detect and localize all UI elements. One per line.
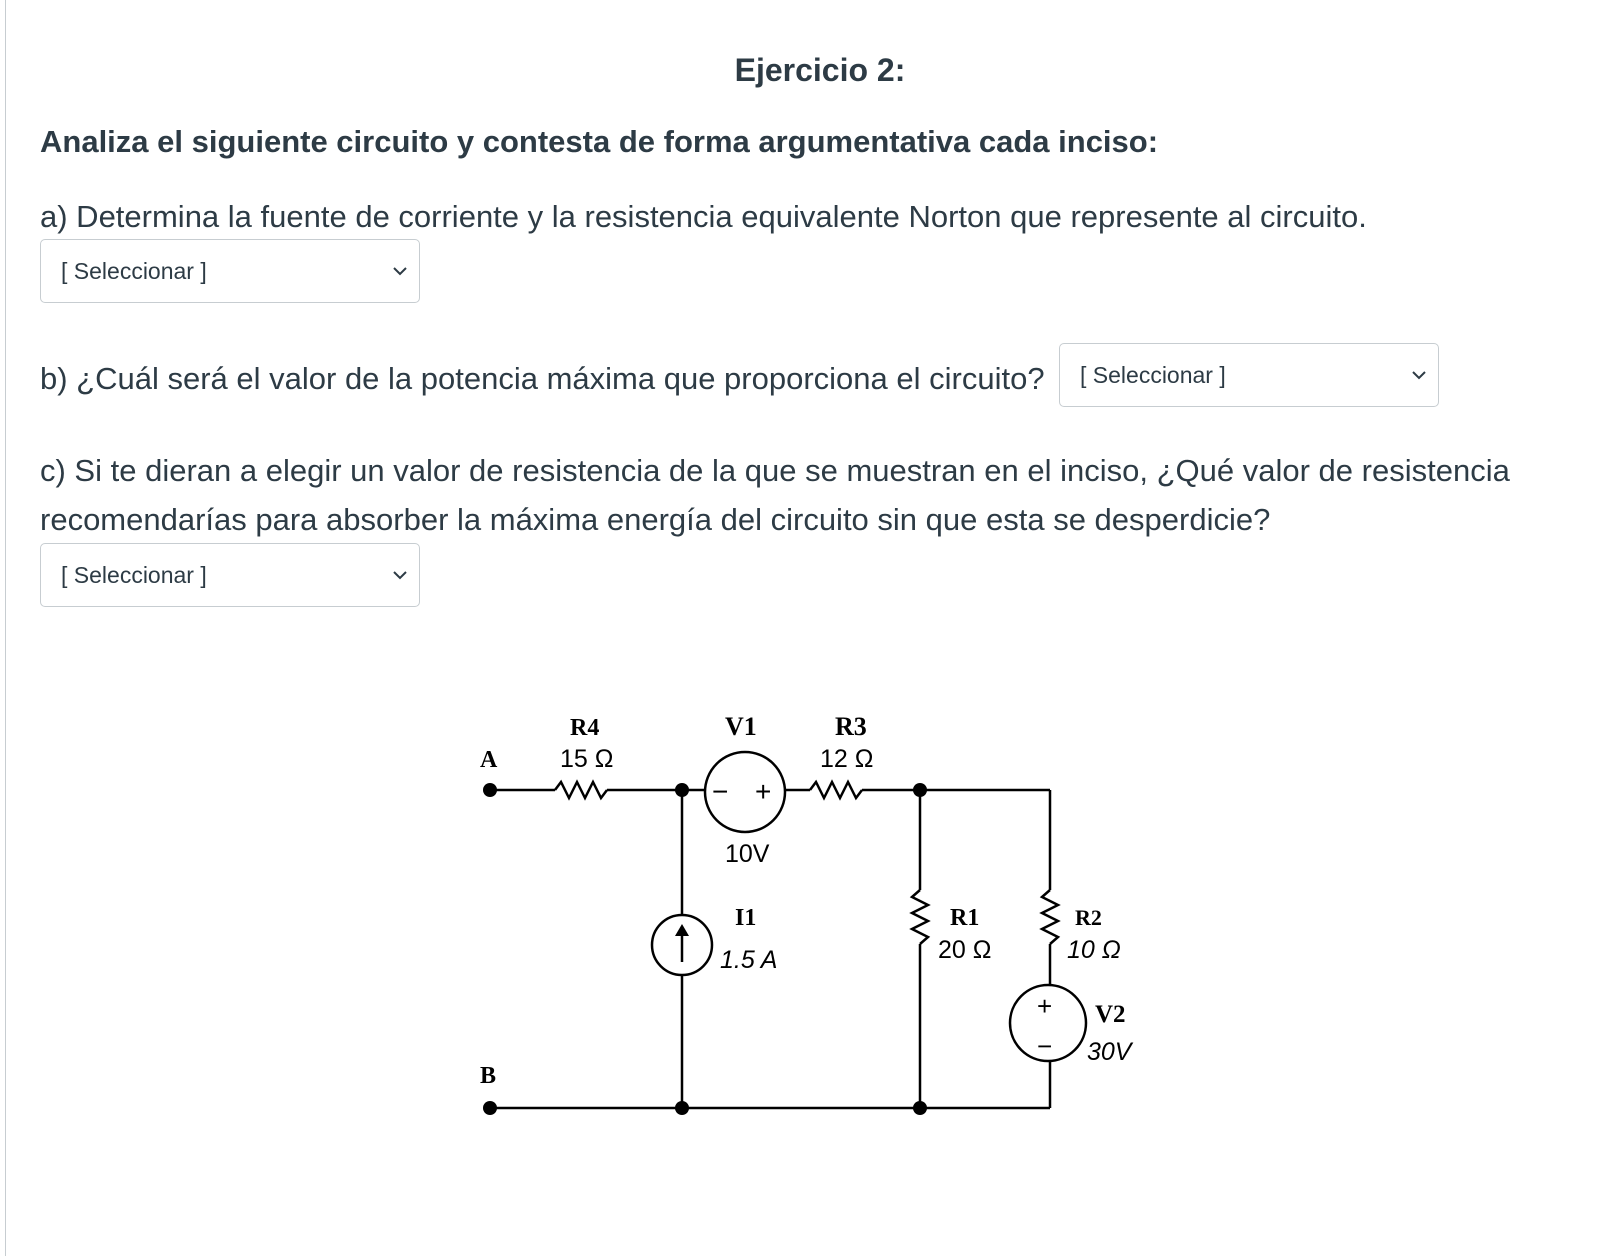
node-a-terminal (483, 783, 497, 797)
question-c-text (40, 446, 1510, 544)
v2-name: V2 (1095, 1001, 1126, 1028)
junction-dot (913, 1101, 927, 1115)
chevron-down-icon (391, 566, 409, 584)
junction-dot (913, 783, 927, 797)
r3-resistor (810, 782, 862, 798)
question-a-select-value: [ Seleccionar ] (61, 258, 207, 284)
r4-name: R4 (570, 715, 600, 741)
v1-neg-sign: − (712, 776, 729, 807)
node-a-label: A (480, 747, 498, 773)
v2-pos-sign: + (1037, 991, 1053, 1021)
circuit-diagram (450, 700, 1150, 1130)
question-c-select-value: [ Seleccionar ] (61, 562, 207, 588)
chevron-down-icon (391, 262, 409, 280)
node-b-terminal (483, 1101, 497, 1115)
r2-name: R2 (1075, 905, 1102, 930)
question-c-line2: recomendarías para absorber la máxima energía del circuito sin que esta se desperdicie? (40, 502, 1271, 537)
question-b-text: b) ¿Cuál será el valor de la potencia máxima que proporciona el circuito? (40, 361, 1045, 396)
question-a-text: a) Determina la fuente de corriente y la resistencia equivalente Norton que represente al circuito. (40, 199, 1367, 234)
v2-neg-sign: − (1037, 1031, 1053, 1061)
exercise-instructions: Analiza el siguiente circuito y contesta de forma argumentativa cada inciso: (40, 124, 1159, 159)
r4-resistor (555, 782, 607, 798)
v1-name: V1 (725, 712, 757, 741)
v1-pos-sign: + (755, 776, 772, 807)
v2-value: 30V (1087, 1038, 1132, 1066)
question-b-select-value: [ Seleccionar ] (1080, 362, 1226, 388)
v1-value: 10V (725, 840, 770, 868)
r1-value: 20 Ω (938, 936, 992, 964)
r2-value: 10 Ω (1067, 936, 1121, 964)
r3-name: R3 (835, 712, 867, 741)
r1-name: R1 (950, 905, 980, 931)
r2-resistor (1042, 890, 1058, 944)
r4-value: 15 Ω (560, 745, 614, 773)
node-b-label: B (480, 1063, 497, 1089)
question-c-line1: c) Si te dieran a elegir un valor de resistencia de la que se muestran en el inciso, ¿Qué valor de resistencia (40, 453, 1510, 488)
question-c-select[interactable] (40, 543, 420, 607)
junction-dot (675, 783, 689, 797)
r1-resistor (912, 890, 928, 944)
junction-dot (675, 1101, 689, 1115)
question-b-select[interactable] (1059, 343, 1439, 407)
i1-name: I1 (735, 905, 757, 931)
r3-value: 12 Ω (820, 745, 874, 773)
page-left-border (5, 0, 6, 1256)
exercise-title: Ejercicio 2: (734, 52, 906, 88)
i1-value: 1.5 A (720, 946, 778, 974)
chevron-down-icon (1410, 366, 1428, 384)
question-a-select[interactable] (40, 239, 420, 303)
